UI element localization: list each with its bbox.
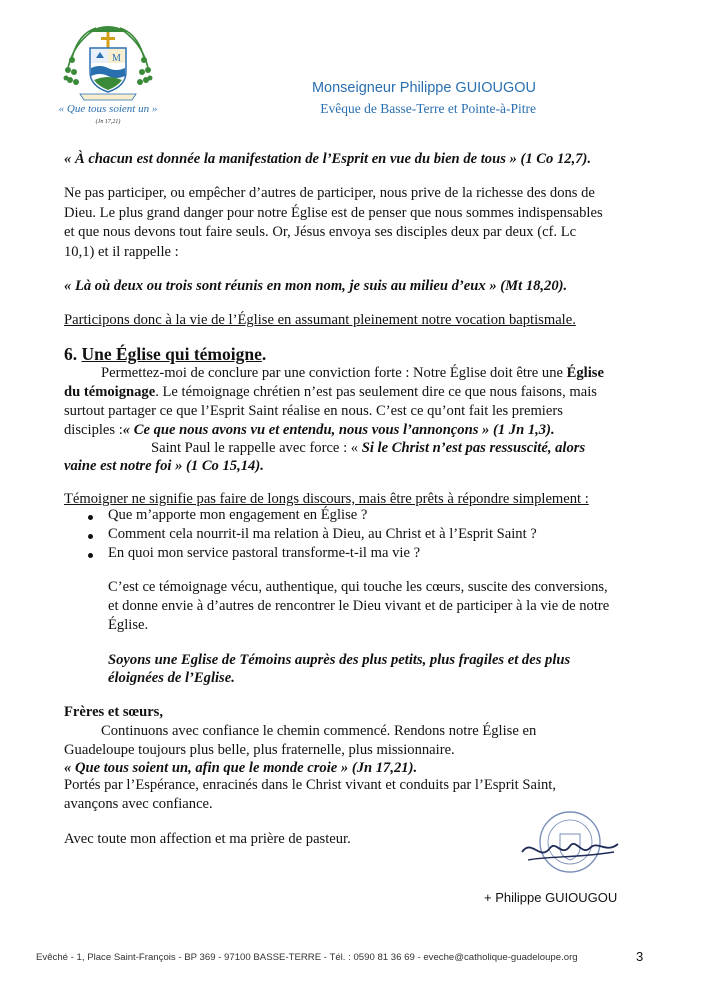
episcopal-stamp-signature-icon	[518, 808, 623, 878]
paragraph-line: Saint Paul le rappelle avec force : « Si le Christ n’est pas ressuscité, alors	[151, 440, 586, 456]
paragraph-line: du témoignage. Le témoignage chrétien n’est pas seulement dire ce que nous faisons, mais	[64, 384, 597, 400]
paragraph-line: C’est ce témoignage vécu, authentique, qui touche les cœurs, suscite des conversions,	[108, 579, 608, 595]
quote-1-co-12: « À chacun est donnée la manifestation de l’Esprit en vue du bien de tous » (1 Co 12,7).	[64, 151, 592, 167]
episcopal-crest	[58, 20, 158, 134]
footer-address: Evêché - 1, Place Saint-François - BP 369 - 97100 BASSE-TERRE - Tél. : 0590 81 36 69 - eveche@catholique-guadeloupe.org	[36, 952, 578, 963]
svg-text:M: M	[112, 53, 121, 64]
paragraph-line: Continuons avec confiance le chemin commencé. Rendons notre Église en	[101, 723, 537, 739]
paragraph-line: vaine est notre foi » (1 Co 15,14).	[64, 458, 264, 474]
farewell: Avec toute mon affection et ma prière de pasteur.	[64, 831, 351, 847]
bishop-name: Monseigneur Philippe GUIOUGOU	[311, 80, 536, 96]
paragraph-line: Guadeloupe toujours plus belle, plus fraternelle, plus missionnaire.	[64, 742, 455, 758]
bullet-icon	[88, 553, 93, 558]
quote-jn-17: « Que tous soient un, afin que le monde croie » (Jn 17,21).	[64, 760, 418, 776]
paragraph-line: Ne pas participer, ou empêcher d’autres de participer, nous prive de la richesse des dons de	[64, 185, 595, 201]
section-title-period: .	[261, 344, 267, 364]
greeting: Frères et sœurs,	[64, 704, 164, 720]
list-item: Comment cela nourrit-il ma relation à Dieu, au Christ et à l’Esprit Saint ?	[108, 526, 537, 542]
exhortation-line: Soyons une Eglise de Témoins auprès des plus petits, plus fragiles et des plus	[108, 652, 571, 668]
bullet-icon	[88, 515, 93, 520]
bishop-title: Evêque de Basse-Terre et Pointe-à-Pitre	[320, 101, 536, 116]
crest-emblem-icon	[58, 20, 158, 104]
paragraph-line: Portés par l’Espérance, enracinés dans le Christ vivant et conduits par l’Esprit Saint,	[64, 777, 556, 793]
section-number: 6.	[64, 344, 78, 364]
list-item: En quoi mon service pastoral transforme-t-il ma vie ?	[108, 545, 421, 561]
paragraph-line: et que nous devons tout faire seuls. Or, Jésus envoya ses disciples deux par deux (cf. Lc	[64, 224, 577, 240]
section-6-heading	[64, 344, 266, 365]
paragraph-line: et donne envie à d’autres de rencontrer le Dieu vivant et de participer à la vie de notre	[108, 598, 610, 614]
paragraph-line: Permettez-moi de conclure par une conviction forte : Notre Église doit être une Église	[101, 365, 604, 381]
paragraph-participation: Participons donc à la vie de l’Église en assumant pleinement notre vocation baptismale.	[64, 312, 576, 328]
paragraph-line: avançons avec confiance.	[64, 796, 213, 812]
page-number: 3	[636, 949, 644, 964]
list-item: Que m’apporte mon engagement en Église ?	[108, 507, 368, 523]
section-title: Une Église qui témoigne	[81, 344, 262, 364]
signature-name: + Philippe GUIOUGOU	[484, 890, 618, 905]
paragraph-line: disciples :« Ce que nous avons vu et entendu, nous vous l’annonçons » (1 Jn 1,3).	[64, 422, 555, 438]
bullet-icon	[88, 534, 93, 539]
witness-intro: Témoigner ne signifie pas faire de longs discours, mais être prêts à répondre simplement :	[64, 491, 589, 507]
paragraph-line: Église.	[108, 617, 149, 633]
paragraph-line: Dieu. Le plus grand danger pour notre Église est de penser que nous sommes indispensables	[64, 205, 603, 221]
paragraph-line: surtout partager ce que l’Esprit Saint réalise en nous. C’est ce qu’ont fait les premiers	[64, 403, 563, 419]
exhortation-line: éloignées de l’Eglise.	[108, 670, 235, 686]
crest-motto: « Que tous soient un »	[58, 103, 158, 115]
paragraph-line: 10,1) et il rappelle :	[64, 244, 179, 260]
quote-mt-18: « Là où deux ou trois sont réunis en mon nom, je suis au milieu d’eux » (Mt 18,20).	[64, 278, 568, 294]
crest-reference: (Jn 17,21)	[95, 119, 121, 125]
